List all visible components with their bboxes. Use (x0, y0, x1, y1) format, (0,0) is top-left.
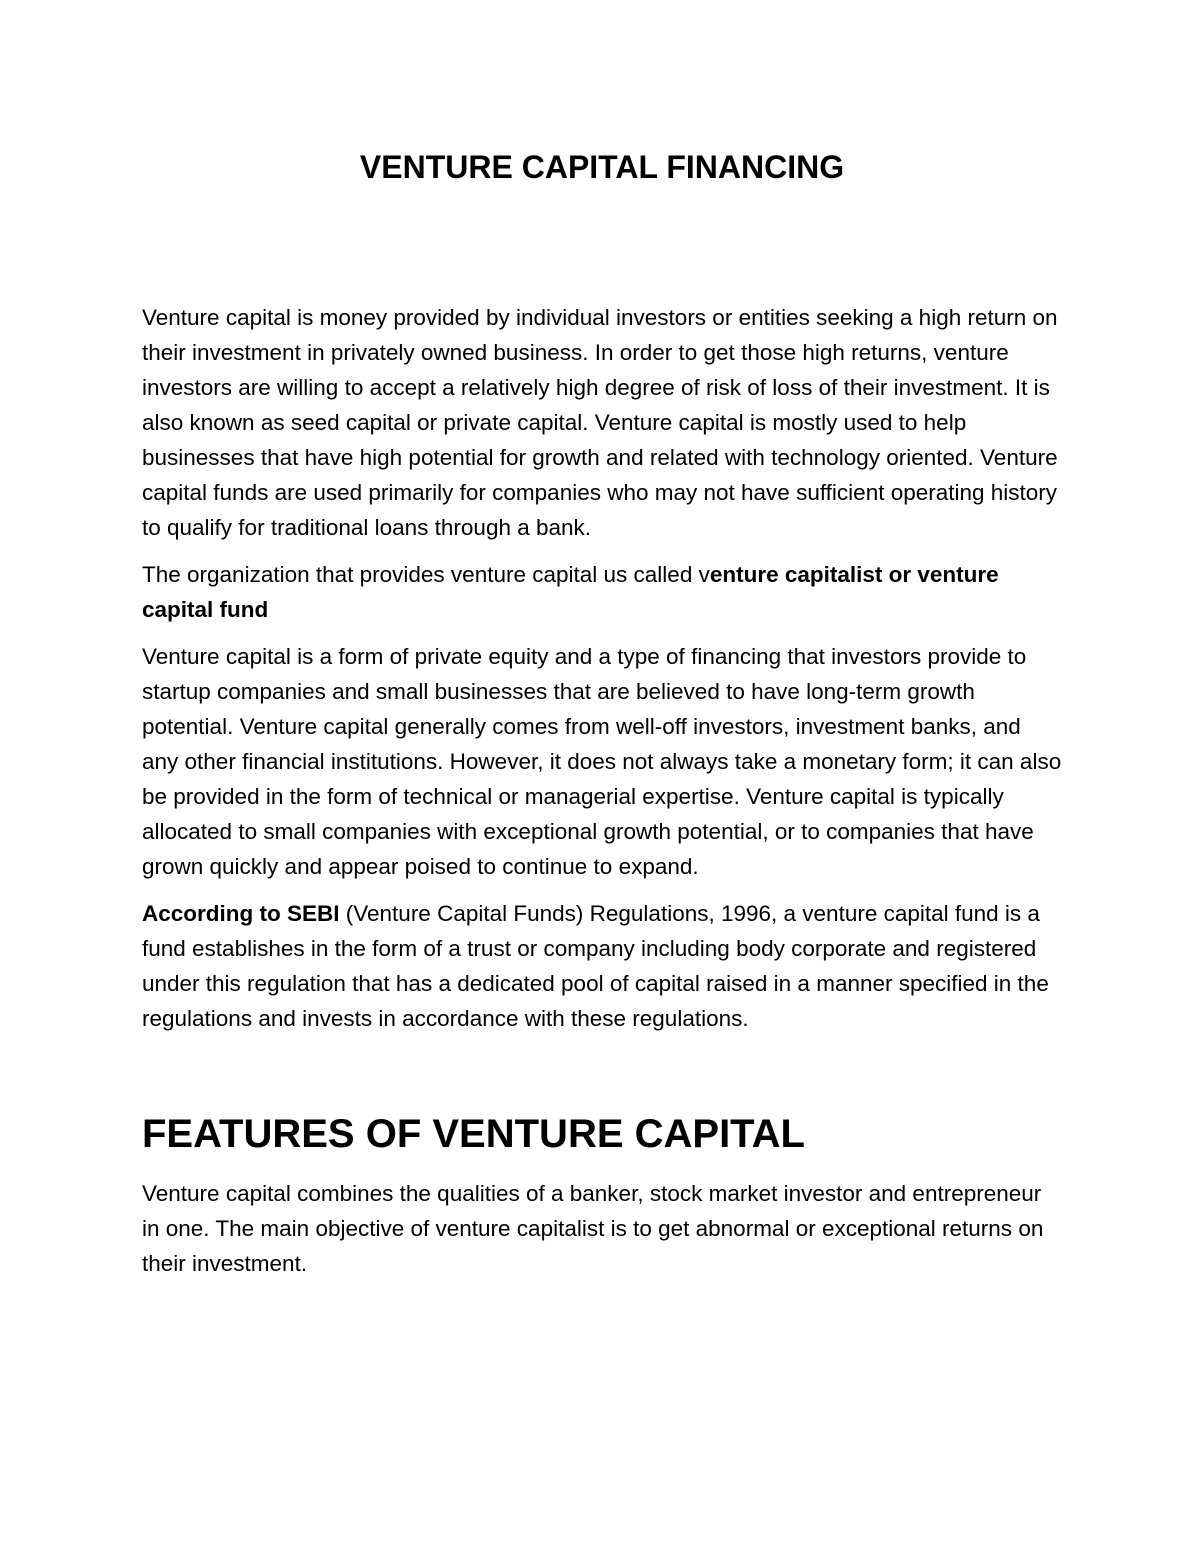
section-heading-features: FEATURES OF VENTURE CAPITAL (142, 1112, 805, 1156)
paragraph-sebi (142, 896, 1062, 1036)
paragraph-organization-text: The organization that provides venture capital us called v (142, 562, 710, 587)
paragraph-private-equity: Venture capital is a form of private equity and a type of financing that investors provide to startup companies and small businesses that are believed to have long-term growth potential. Venture capital generally comes from well-off investors, investment banks, and any other financial institutions. However, it does not always take a monetary form; it can also be provided in the form of technical or managerial expertise. Venture capital is typically allocated to small companies with exceptional growth potential, or to companies that have grown quickly and appear poised to continue to expand. (142, 644, 1062, 879)
paragraph-organization (142, 557, 1062, 627)
paragraph-definition: Venture capital is money provided by individual investors or entities seeking a high return on their investment in privately owned business. In order to get those high returns, venture investors are willing to accept a relatively high degree of risk of loss of their investment. It is also known as seed capital or private capital. Venture capital is mostly used to help businesses that have high potential for growth and related with technology oriented. Venture capital funds are used primarily for companies who may not have sufficient operating history to qualify for traditional loans through a bank. (142, 305, 1058, 540)
document-title: VENTURE CAPITAL FINANCING (359, 149, 845, 185)
paragraph-features: Venture capital combines the qualities of a banker, stock market investor and entrepreneur in one. The main objective of venture capitalist is to get abnormal or exceptional returns on their investment. (142, 1181, 1044, 1276)
paragraph-organization-bold: enture capitalist or venture capital fund (142, 562, 999, 622)
paragraph-sebi-text: (Venture Capital Funds) Regulations, 1996, a venture capital fund is a fund establishes in the form of a trust or company including body corporate and registered under this regulation that has a dedicated pool of capital raised in a manner specified in the regulations and invests in accordance with these regulations. (142, 901, 1049, 1031)
paragraph-sebi-bold: According to SEBI (142, 901, 340, 926)
document-body (142, 140, 1062, 1293)
